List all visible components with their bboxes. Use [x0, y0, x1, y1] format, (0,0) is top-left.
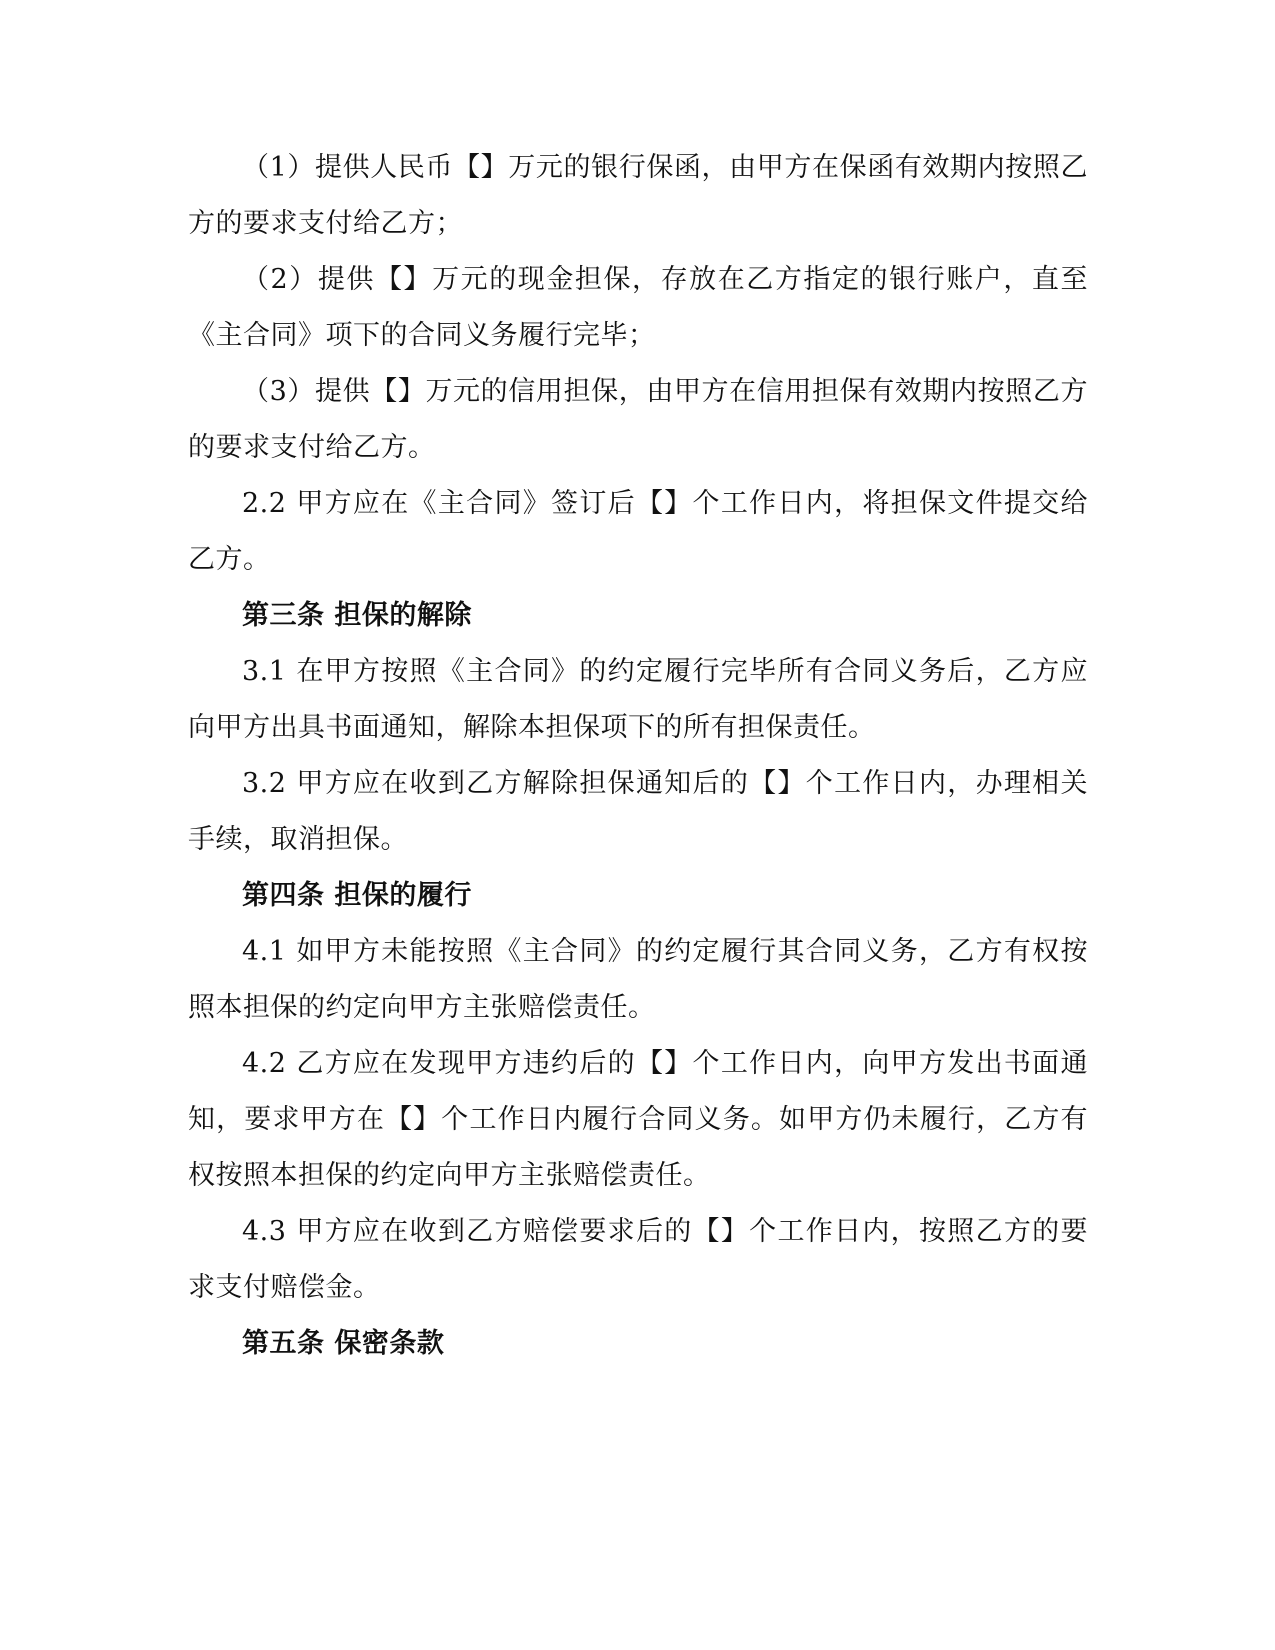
clause-4-1: 4.1 如甲方未能按照《主合同》的约定履行其合同义务，乙方有权按照本担保的约定向甲方主张赔偿责任。: [188, 936, 1088, 1023]
clause-2-2: 2.2 甲方应在《主合同》签订后【】个工作日内，将担保文件提交给乙方。: [188, 488, 1088, 575]
clause-2-1-option-1: （1）提供人民币【】万元的银行保函，由甲方在保函有效期内按照乙方的要求支付给乙方；: [188, 152, 1088, 239]
clause-4-2: 4.2 乙方应在发现甲方违约后的【】个工作日内，向甲方发出书面通知，要求甲方在【】个工作日内履行合同义务。如甲方仍未履行，乙方有权按照本担保的约定向甲方主张赔偿责任。: [188, 1048, 1088, 1191]
clause-4-3: 4.3 甲方应在收到乙方赔偿要求后的【】个工作日内，按照乙方的要求支付赔偿金。: [188, 1216, 1088, 1303]
clause-2-1-option-3: （3）提供【】万元的信用担保，由甲方在信用担保有效期内按照乙方的要求支付给乙方。: [188, 376, 1088, 463]
clause-3-2: 3.2 甲方应在收到乙方解除担保通知后的【】个工作日内，办理相关手续，取消担保。: [188, 768, 1088, 855]
clause-3-1: 3.1 在甲方按照《主合同》的约定履行完毕所有合同义务后，乙方应向甲方出具书面通知，解除本担保项下的所有担保责任。: [188, 656, 1088, 743]
document-body: [188, 140, 1088, 1372]
article-5-heading: 第五条 保密条款: [242, 1328, 445, 1359]
clause-2-1-option-2: （2）提供【】万元的现金担保，存放在乙方指定的银行账户，直至《主合同》项下的合同义务履行完毕；: [188, 264, 1088, 351]
article-4-heading: 第四条 担保的履行: [242, 880, 472, 911]
article-3-heading: 第三条 担保的解除: [242, 600, 472, 631]
